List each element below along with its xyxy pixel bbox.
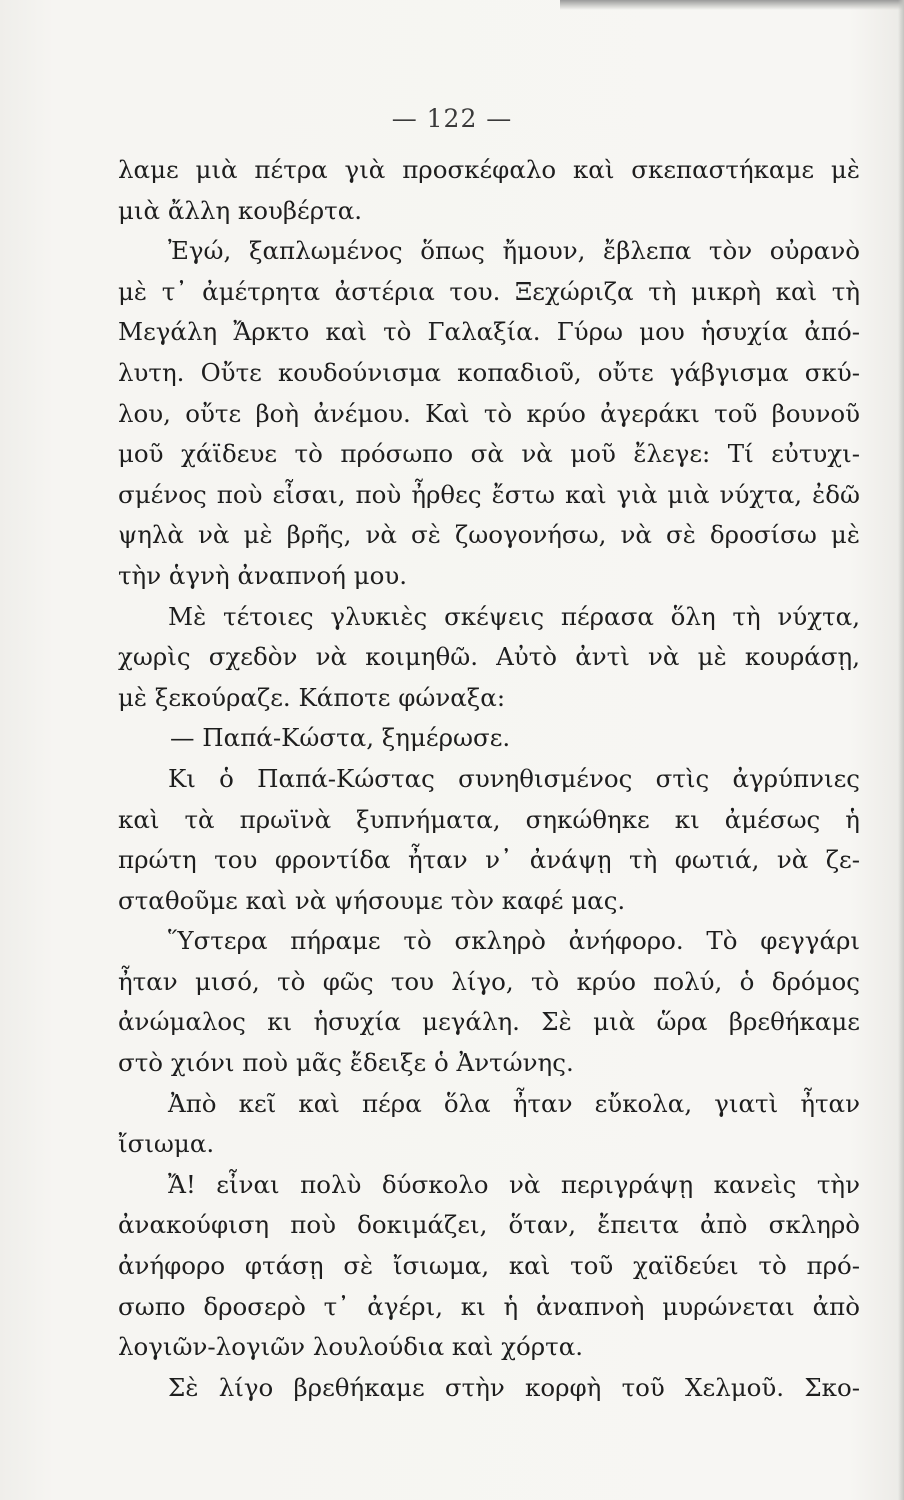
text-line: Μεγάλη Ἄρκτο καὶ τὸ Γαλαξία. Γύρω μου ἡσυχία ἀπό- — [118, 317, 860, 347]
dialogue-line: — Παπά-Κώστα, ξημέρωσε. — [170, 723, 511, 753]
text-line: μιὰ ἄλλη κουβέρτα. — [118, 195, 363, 225]
text-line: ἀνακούφιση ποὺ δοκιμάζει, ὅταν, ἔπειτα ἀπὸ σκληρὸ — [118, 1210, 860, 1240]
text-line: πρώτη του φροντίδα ἦταν ν᾽ ἀνάψῃ τὴ φωτιά, νὰ ζε- — [118, 845, 860, 875]
text-line: ἀνήφορο φτάσῃ σὲ ἴσιωμα, καὶ τοῦ χαϊδεύει τὸ πρό- — [118, 1251, 860, 1281]
text-line: ψηλὰ νὰ μὲ βρῆς, νὰ σὲ ζωογονήσω, νὰ σὲ δροσίσω μὲ — [118, 520, 860, 550]
text-line: λαμε μιὰ πέτρα γιὰ προσκέφαλο καὶ σκεπαστήκαμε μὲ — [118, 155, 860, 184]
text-line: Μὲ τέτοιες γλυκιὲς σκέψεις πέρασα ὅλη τὴ νύχτα, — [168, 601, 860, 631]
text-line: λου, οὔτε βοὴ ἀνέμου. Καὶ τὸ κρύο ἀγεράκι τοῦ βουνοῦ — [118, 398, 860, 428]
text-line: Ἀπὸ κεῖ καὶ πέρα ὅλα ἦταν εὔκολα, γιατὶ ἦταν — [168, 1088, 860, 1118]
text-line: ἦταν μισό, τὸ φῶς του λίγο, τὸ κρύο πολύ, ὁ δρόμος — [118, 966, 860, 996]
text-line: μοῦ χάϊδευε τὸ πρόσωπο σὰ νὰ μοῦ ἔλεγε: Τί εὐτυχι- — [118, 439, 860, 469]
text-line: σωπο δροσερὸ τ᾽ ἀγέρι, κι ἡ ἀναπνοὴ μυρώνεται ἀπὸ — [118, 1291, 860, 1321]
text-line: Ὕστερα πήραμε τὸ σκληρὸ ἀνήφορο. Τὸ φεγγάρι — [168, 926, 860, 956]
text-line: ἴσιωμα. — [118, 1129, 215, 1159]
body-text — [118, 150, 860, 1408]
text-line: σταθοῦμε καὶ νὰ ψήσουμε τὸν καφέ μας. — [118, 885, 626, 915]
page-number: — 122 — — [391, 104, 513, 133]
text-line: ἀνώμαλος κι ἡσυχία μεγάλη. Σὲ μιὰ ὥρα βρεθήκαμε — [118, 1007, 860, 1037]
text-line: Σὲ λίγο βρεθήκαμε στὴν κορφὴ τοῦ Χελμοῦ. Σκο- — [168, 1372, 860, 1402]
text-line: λυτη. Οὔτε κουδούνισμα κοπαδιοῦ, οὔτε γάβγισμα σκύ- — [118, 357, 860, 387]
text-line: στὸ χιόνι ποὺ μᾶς ἔδειξε ὁ Ἀντώνης. — [118, 1048, 574, 1078]
text-line: χωρὶς σχεδὸν νὰ κοιμηθῶ. Αὐτὸ ἀντὶ νὰ μὲ κουράσῃ, — [118, 642, 860, 672]
text-line: Ἐγώ, ξαπλωμένος ὅπως ἤμουν, ἔβλεπα τὸν οὐρανὸ — [168, 236, 860, 266]
page-top-edge-shadow — [560, 0, 904, 10]
text-line: Κι ὁ Παπά-Κώστας συνηθισμένος στὶς ἀγρύπνιες — [168, 763, 860, 793]
text-line: μὲ ξεκούραζε. Κάποτε φώναξα: — [118, 682, 506, 712]
text-line: μὲ τ᾽ ἀμέτρητα ἀστέρια του. Ξεχώριζα τὴ μικρὴ καὶ τὴ — [118, 276, 860, 306]
text-line: σμένος ποὺ εἶσαι, ποὺ ἦρθες ἔστω καὶ γιὰ μιὰ νύχτα, ἐδῶ — [118, 479, 860, 509]
page-right-edge-shadow — [898, 0, 904, 1500]
text-line: καὶ τὰ πρωϊνὰ ξυπνήματα, σηκώθηκε κι ἀμέσως ἡ — [118, 804, 860, 834]
text-line: Ἄ! εἶναι πολὺ δύσκολο νὰ περιγράψῃ κανεὶς τὴν — [168, 1169, 860, 1199]
text-line: τὴν ἁγνὴ ἀναπνοή μου. — [118, 560, 408, 590]
text-line: λογιῶν-λογιῶν λουλούδια καὶ χόρτα. — [118, 1332, 584, 1362]
